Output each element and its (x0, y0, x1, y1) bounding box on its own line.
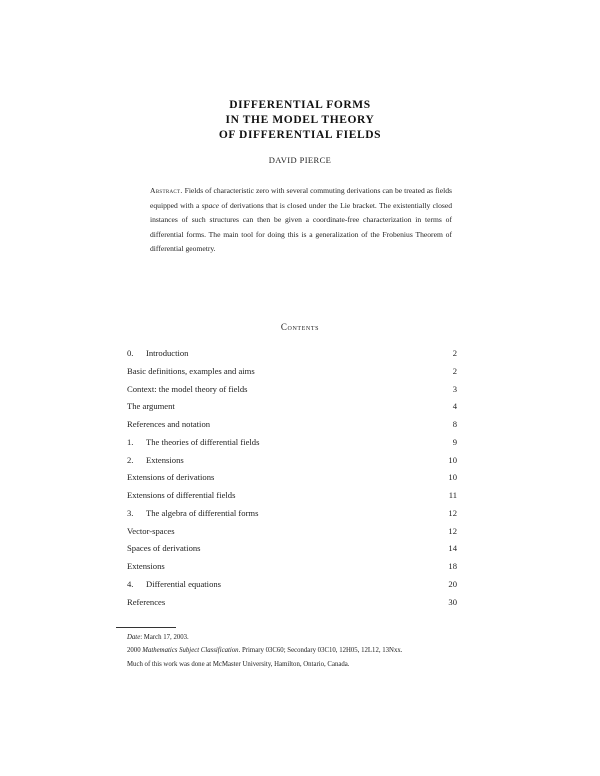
date-value: : March 17, 2003. (140, 634, 189, 641)
toc-page-number: 20 (448, 578, 457, 589)
toc-section-number: 0. (127, 348, 134, 358)
toc-entry[interactable] (127, 488, 457, 506)
toc-page-number: 2 (452, 365, 457, 376)
table-of-contents (127, 346, 457, 612)
abstract (150, 184, 452, 257)
toc-page-number: 12 (448, 525, 457, 536)
toc-section-number: 1. (127, 436, 134, 447)
toc-page-number: 8 (452, 419, 457, 429)
abstract-emphasis: space (201, 200, 219, 210)
toc-section-number: 3. (127, 507, 134, 518)
contents-heading: Contents (280, 322, 320, 332)
msc-label: Mathematics Subject Classification (142, 646, 239, 654)
toc-entry[interactable] (127, 364, 457, 382)
toc-entry-label: Extensions (127, 561, 165, 571)
toc-entry[interactable] (127, 559, 457, 577)
toc-entry-label: Introduction (146, 348, 189, 358)
toc-entry-label: Extensions of differential fields (127, 490, 236, 500)
toc-page-number: 4 (452, 401, 457, 412)
date-label: Date (127, 634, 141, 641)
toc-entry-label: The argument (127, 401, 175, 412)
toc-page-number: 10 (448, 454, 457, 465)
toc-entry[interactable] (127, 524, 457, 542)
toc-entry[interactable] (127, 506, 457, 524)
toc-entry-label: Differential equations (146, 578, 222, 589)
toc-page-number: 11 (448, 490, 457, 500)
abstract-text-1: Fields of characteristic zero with several commuting derivations can be treated as fields equipped with a (150, 186, 452, 210)
toc-page-number: 14 (448, 543, 457, 554)
toc-entry[interactable] (127, 453, 457, 471)
toc-page-number: 18 (448, 561, 457, 571)
toc-entry-label: Spaces of derivations (127, 543, 201, 554)
paper-title (0, 98, 600, 143)
toc-section-number: 2. (127, 454, 134, 465)
toc-page-number: 10 (448, 472, 457, 483)
toc-entry-label: The theories of differential fields (146, 436, 260, 447)
title-line-1: DIFFERENTIAL FORMS (229, 99, 371, 111)
footnote-msc (116, 645, 471, 658)
toc-page-number: 3 (452, 383, 457, 394)
toc-entry-label: Extensions (146, 454, 184, 465)
toc-page-number: 2 (452, 348, 457, 358)
toc-entry[interactable] (127, 417, 457, 435)
toc-entry[interactable] (127, 346, 457, 364)
msc-value: . Primary 03C60; Secondary 03C10, 12H05, 12L12, 13Nxx. (238, 646, 403, 654)
toc-entry-label: Context: the model theory of fields (127, 383, 248, 394)
footnote-date (116, 632, 471, 645)
toc-entry[interactable] (127, 399, 457, 417)
toc-entry-label: References and notation (127, 419, 211, 429)
toc-entry[interactable] (127, 382, 457, 400)
toc-entry-label: The algebra of differential forms (146, 507, 259, 518)
toc-entry[interactable] (127, 435, 457, 453)
toc-page-number: 12 (448, 507, 457, 518)
abstract-text-2: of derivations that is closed under the Lie bracket. The existentially closed instances of such structures can then be given a coordinate-free characterization in terms of differential forms. The main tool for doing this is a generalization of the Frobenius Theorem of differential geometry. (150, 200, 452, 253)
msc-year: 2000 (127, 646, 143, 654)
footnotes (116, 632, 471, 672)
abstract-label: Abstract. (150, 186, 183, 195)
toc-entry-label: References (127, 596, 166, 607)
title-line-3: OF DIFFERENTIAL FIELDS (218, 129, 382, 141)
footnote-divider (116, 627, 176, 628)
toc-entry[interactable] (127, 577, 457, 595)
toc-entry-label: Vector-spaces (127, 525, 175, 536)
footnote-acknowledgement: Much of this work was done at McMaster University, Hamilton, Ontario, Canada. (127, 661, 350, 668)
toc-entry[interactable] (127, 541, 457, 559)
toc-page-number: 9 (452, 436, 457, 447)
toc-entry-label: Extensions of derivations (127, 472, 215, 483)
toc-entry-label: Basic definitions, examples and aims (127, 365, 255, 376)
author-name: DAVID PIERCE (268, 155, 332, 165)
toc-section-number: 4. (127, 578, 134, 589)
toc-page-number: 30 (448, 596, 457, 607)
toc-entry[interactable] (127, 595, 457, 613)
toc-entry[interactable] (127, 470, 457, 488)
title-line-2: IN THE MODEL THEORY (225, 114, 375, 126)
